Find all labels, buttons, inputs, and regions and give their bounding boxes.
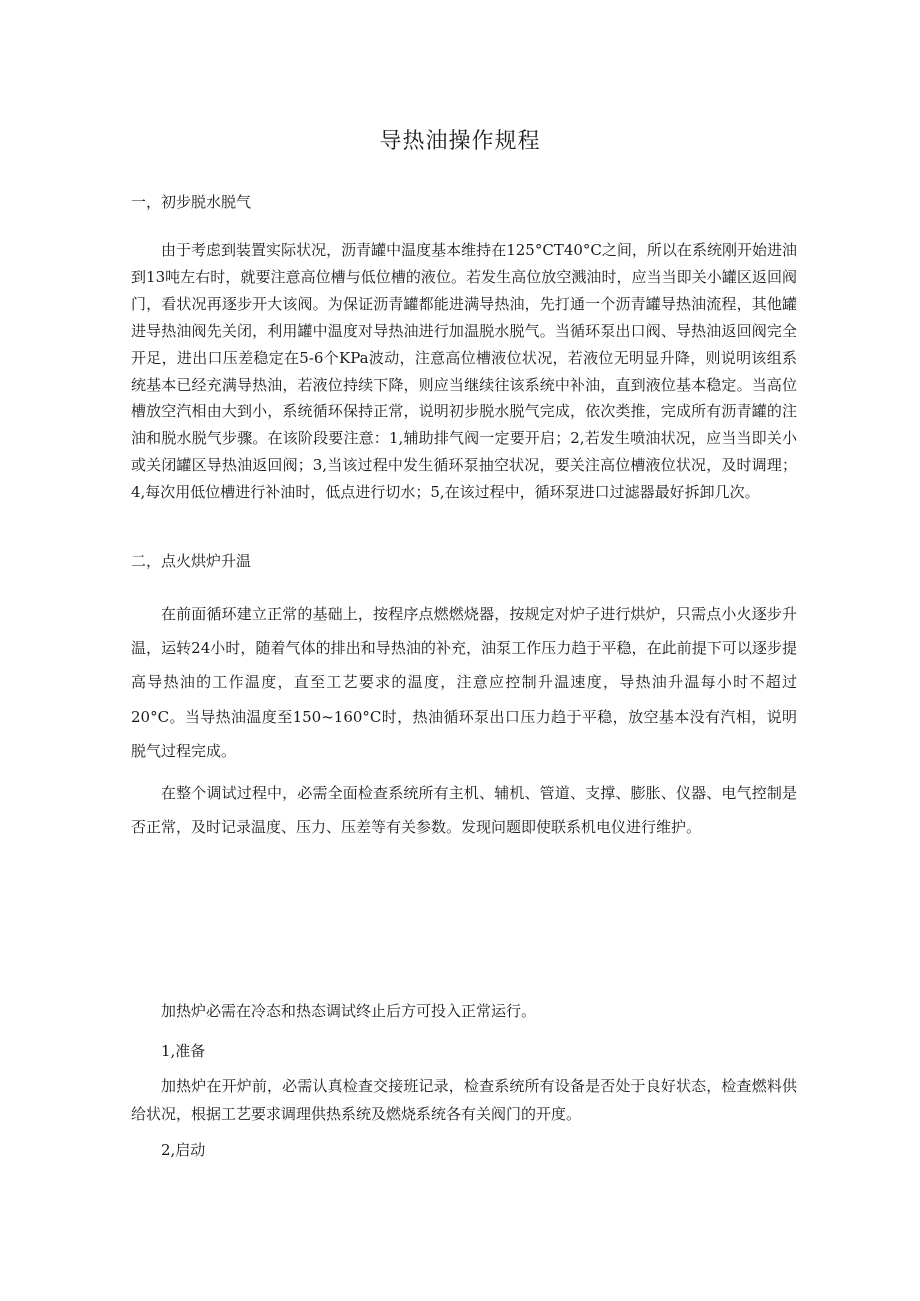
step-1-text: 加热炉在开炉前，必需认真检查交接班记录，检查系统所有设备是否处于良好状态，检查燃料供给状况，根据工艺要求调理供热系统及燃烧系统各有关阀门的开度。 xyxy=(131,1077,797,1123)
section-2-paragraph-2: 在整个调试过程中，必需全面检查系统所有主机、辅机、管道、支撑、膨胀、仪器、电气控制是否正常，及时记录温度、压力、压差等有关参数。发现问题即使联系机电仪进行维护。 xyxy=(131,784,797,837)
section-heading-2: 二，点火烘炉升温 xyxy=(131,552,252,570)
section-3-intro: 加热炉必需在冷态和热态调试终止后方可投入正常运行。 xyxy=(161,1002,537,1020)
section-heading-1: 一，初步脱水脱气 xyxy=(131,193,252,211)
section-2-paragraph-1: 在前面循环建立正常的基础上，按程序点燃燃烧器，按规定对炉子进行烘炉，只需点小火逐步升温，运转24小时，随着气体的排出和导热油的补充，油泵工作压力趋于平稳，在此前提下可以逐步提高导热油的工作温度，直至工艺要求的温度，注意应控制升温速度，导热油升温每小时不超过20°C。当导热油温度至150~160°C时，热油循环泵出口压力趋于平稳，放空基本没有汽相，说明脱气过程完成。 xyxy=(131,605,797,760)
step-2-label: 2,启动 xyxy=(161,1141,206,1159)
step-1-label: 1,准备 xyxy=(161,1042,206,1060)
section-1-paragraph: 由于考虑到装置实际状况，沥青罐中温度基本维持在125°CT40°C之间，所以在系统刚开始进油到13吨左右时，就要注意高位槽与低位槽的液位。若发生高位放空溅油时，应当当即关小罐区返回阀门，看状况再逐步开大该阀。为保证沥青罐都能进满导热油，先打通一个沥青罐导热油流程，其他罐进导热油阀先关闭，利用罐中温度对导热油进行加温脱水脱气。当循环泵出口阀、导热油返回阀完全开足，进出口压差稳定在5-6个KPa波动，注意高位槽液位状况，若液位无明显升降，则说明该组系统基本已经充满导热油，若液位持续下降，则应当继续往该系统中补油，直到液位基本稳定。当高位槽放空汽相由大到小，系统循环保持正常，说明初步脱水脱气完成，依次类推，完成所有沥青罐的注油和脱水脱气步骤。在该阶段要注意：1,辅助排气阀一定要开启；2,若发生喷油状况，应当当即关小或关闭罐区导热油返回阀；3,当该过程中发生循环泵抽空状况，要关注高位槽液位状况，及时调理；4,每次用低位槽进行补油时，低点进行切水；5,在该过程中，循环泵进口过滤器最好拆卸几次。 xyxy=(131,241,797,502)
document-title: 导热油操作规程 xyxy=(379,129,541,154)
